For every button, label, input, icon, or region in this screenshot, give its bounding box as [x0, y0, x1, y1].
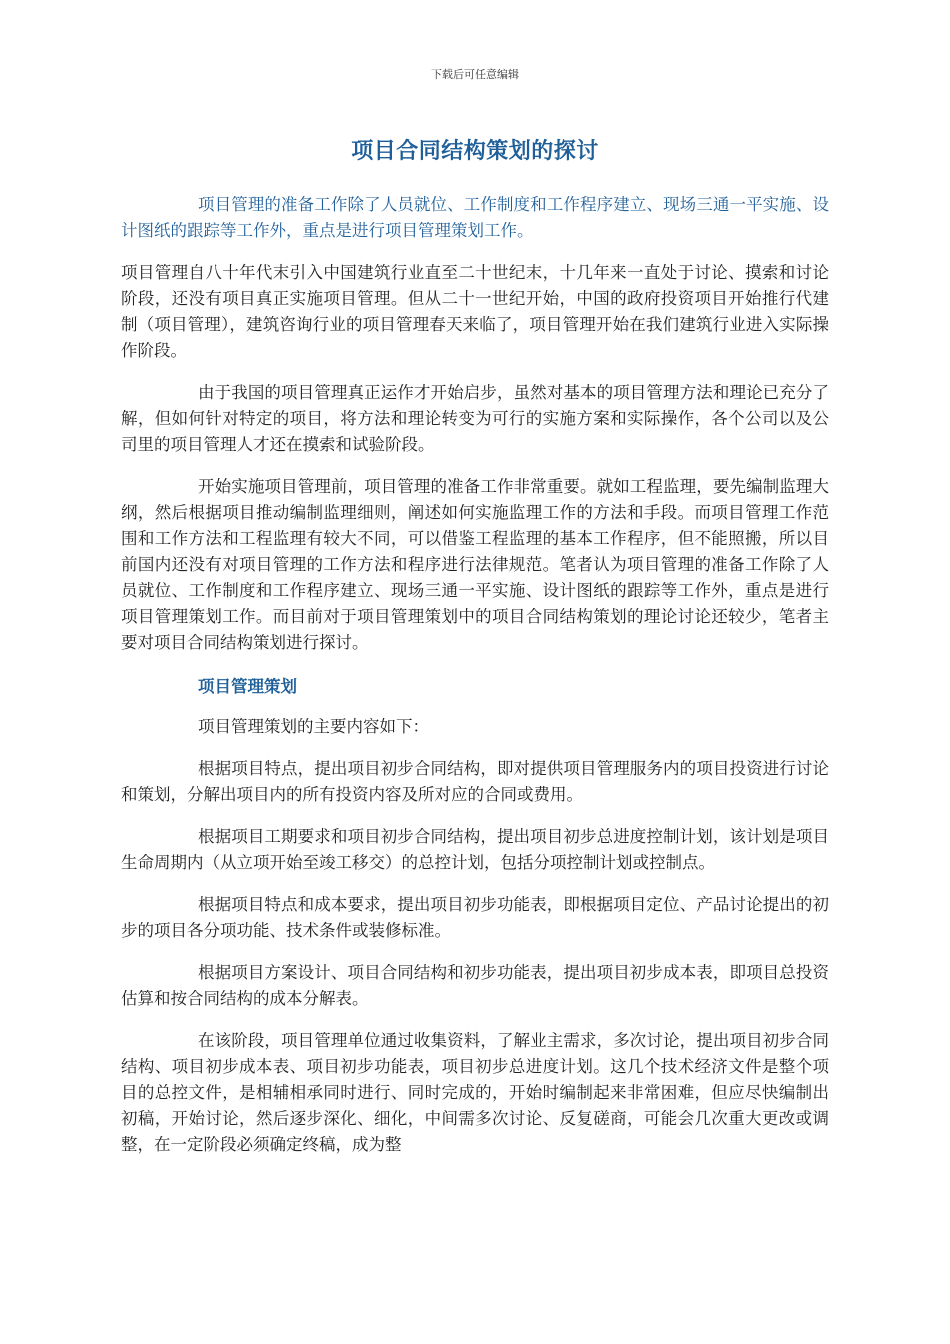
section-paragraph-3: 根据项目工期要求和项目初步合同结构，提出项目初步总进度控制计划，该计划是项目生命周期内（从立项开始至竣工移交）的总控计划，包括分项控制计划或控制点。 — [121, 827, 829, 872]
document-title: 项目合同结构策划的探讨 — [351, 139, 599, 164]
body-paragraph-2: 由于我国的项目管理真正运作才开始启步，虽然对基本的项目管理方法和理论已充分了解，但如何针对特定的项目，将方法和理论转变为可行的实施方案和实际操作，各个公司以及公司里的项目管理人才还在摸索和试验阶段。 — [121, 383, 829, 454]
body-paragraph-3: 开始实施项目管理前，项目管理的准备工作非常重要。就如工程监理，要先编制监理大纲，然后根据项目推动编制监理细则，阐述如何实施监理工作的方法和手段。而项目管理工作范围和工作方法和工程监理有较大不同，可以借鉴工程监理的基本工作程序，但不能照搬，所以目前国内还没有对项目管理的工作方法和程序进行法律规范。笔者认为项目管理的准备工作除了人员就位、工作制度和工作程序建立、现场三通一平实施、设计图纸的跟踪等工作外，重点是进行项目管理策划工作。而目前对于项目管理策划中的项目合同结构策划的理论讨论还较少，笔者主要对项目合同结构策划进行探讨。 — [121, 477, 829, 652]
header-note: 下载后可任意编辑 — [431, 68, 519, 81]
section-paragraph-1: 项目管理策划的主要内容如下： — [198, 717, 429, 736]
document-body — [121, 192, 829, 1174]
section-paragraph-4: 根据项目特点和成本要求，提出项目初步功能表，即根据项目定位、产品讨论提出的初步的项目各分项功能、技术条件或装修标准。 — [121, 895, 829, 940]
section-paragraph-2: 根据项目特点，提出项目初步合同结构，即对提供项目管理服务内的项目投资进行讨论和策划，分解出项目内的所有投资内容及所对应的合同或费用。 — [121, 759, 829, 804]
body-paragraph-1: 项目管理自八十年代末引入中国建筑行业直至二十世纪末，十几年来一直处于讨论、摸索和讨论阶段，还没有项目真正实施项目管理。但从二十一世纪开始，中国的政府投资项目开始推行代建制（项目管理），建筑咨询行业的项目管理春天来临了，项目管理开始在我们建筑行业进入实际操作阶段。 — [121, 263, 829, 360]
section-paragraph-5: 根据项目方案设计、项目合同结构和初步功能表，提出项目初步成本表，即项目总投资估算和按合同结构的成本分解表。 — [121, 963, 829, 1008]
lead-paragraph: 项目管理的准备工作除了人员就位、工作制度和工作程序建立、现场三通一平实施、设计图纸的跟踪等工作外，重点是进行项目管理策划工作。 — [121, 195, 829, 240]
section-heading: 项目管理策划 — [198, 677, 297, 696]
section-paragraph-6: 在该阶段，项目管理单位通过收集资料，了解业主需求，多次讨论，提出项目初步合同结构、项目初步成本表、项目初步功能表，项目初步总进度计划。这几个技术经济文件是整个项目的总控文件，是相辅相承同时进行、同时完成的，开始时编制起来非常困难，但应尽快编制出初稿，开始讨论，然后逐步深化、细化，中间需多次讨论、反复磋商，可能会几次重大更改或调整，在一定阶段必须确定终稿，成为整 — [121, 1031, 829, 1154]
